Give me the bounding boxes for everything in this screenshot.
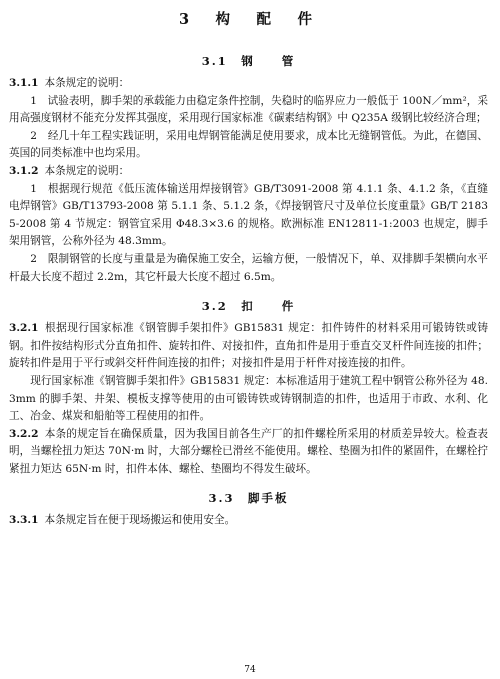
clause-3-2-1	[9, 320, 488, 373]
clause-intro: 本条规定的说明：	[44, 164, 130, 177]
clause-text: 根据现行国家标准《钢管脚手架扣件》GB15831 规定：扣件铸件的材料采用可锻铸铁或铸钢。扣件按结构形式分直角扣件、旋转扣件、对接扣件，直角扣件是用于垂直交叉杆件间连接的扣件；旋转扣件是用于平行或斜交杆件间连接的扣件；对接扣件是用于杆件对接连接的扣件。	[9, 322, 488, 370]
paragraph: 1 试验表明，脚手架的承载能力由稳定条件控制，失稳时的临界应力一般低于 100N／mm²，采用高强度钢材不能充分发挥其强度，采用现行国家标准《碳素结构钢》中 Q235A 级钢比较经济合理；	[9, 94, 488, 125]
chapter-title: 3 构 配 件	[178, 11, 319, 28]
paragraph: 2 经几十年工程实践证明，采用电焊钢管能满足使用要求，成本比无缝钢管低。为此，在德国、英国的同类标准中也均采用。	[9, 129, 488, 160]
clause-number: 3.1.1	[9, 77, 39, 89]
page-number: 74	[244, 665, 256, 675]
section-title-3-2: 3.2 扣 件	[201, 299, 296, 314]
clause-3-1-1	[9, 75, 488, 93]
clause-3-2-2	[9, 426, 488, 479]
section-title-3-1: 3.1 钢 管	[201, 54, 296, 68]
paragraph: 1 根据现行规范《低压流体输送用焊接钢管》GB/T3091-2008 第 4.1.1 条、4.1.2 条，《直缝电焊钢管》GB/T13793-2008 第 5.1.1 条、5.1.2 条，《焊接钢管尺寸及单位长度重量》GB/T 21835-2008 第 4 节规定：钢管宜采用 Φ48.3×3.6 的规格。欧洲标准 EN12811-1:2003 也规定，脚手架用钢管，公称外径为 48.3mm。	[9, 182, 488, 248]
section-title-3-3: 3.3 脚手板	[208, 491, 289, 506]
clause-3-1-2	[9, 163, 488, 181]
clause-number: 3.1.2	[9, 164, 39, 177]
paragraph: 现行国家标准《钢管脚手架扣件》GB15831 规定：本标准适用于建筑工程中钢管公称外径为 48.3mm 的脚手架、井架、模板支撑等使用的由可锻铸铁或铸钢制造的扣件，也适用于市政、水利、化工、冶金、煤炭和船舶等工程使用的扣件。	[9, 374, 488, 423]
clause-number: 3.2.1	[9, 322, 39, 335]
clause-text: 本条规定旨在便于现场搬运和使用安全。	[44, 514, 236, 527]
clause-number: 3.3.1	[9, 514, 39, 527]
clause-number: 3.2.2	[9, 427, 39, 440]
paragraph: 2 限制钢管的长度与重量是为确保施工安全，运输方便，一般情况下，单、双排脚手架横向水平杆最大长度不超过 2.2m，其它杆最大长度不超过 6.5m。	[9, 252, 488, 283]
clause-3-3-1	[9, 512, 488, 530]
clause-intro: 本条规定的说明：	[44, 77, 130, 89]
clause-text: 本条的规定旨在确保质量，因为我国目前各生产厂的扣件螺栓所采用的材质差异较大。检查表明，当螺栓扭力矩达 70N·m 时，大部分螺栓已滑丝不能使用。螺栓、垫圈为扣件的紧固件，在螺栓拧紧扭力矩达 65N·m 时，扣件本体、螺栓、垫圈均不得发生破坏。	[9, 427, 488, 475]
